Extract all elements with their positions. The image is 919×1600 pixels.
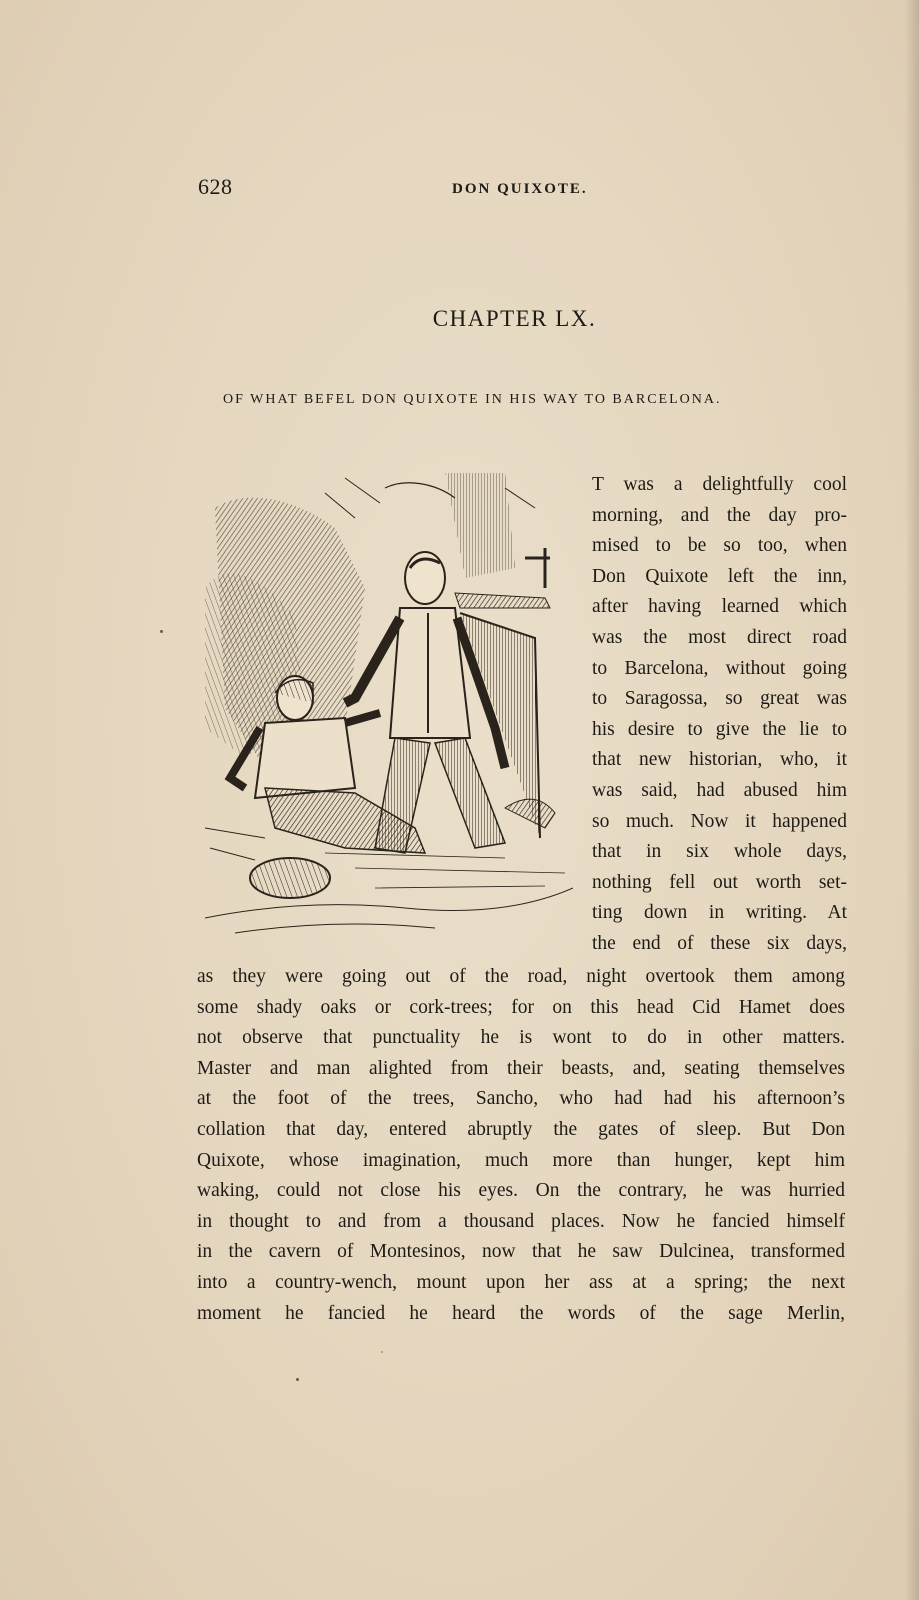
text-line: after having learned which	[592, 596, 847, 618]
chapter-subtitle: OF WHAT BEFEL DON QUIXOTE IN HIS WAY TO BARCELONA.	[223, 392, 722, 407]
full-paragraph	[197, 962, 845, 1329]
text-line: Quixote, whose imagination, much more than hunger, kept him	[197, 1149, 845, 1171]
text-line: into a country-wench, mount upon her ass at a spring; the next	[197, 1271, 845, 1293]
text-line: at the foot of the trees, Sancho, who had had his afternoon’s	[197, 1088, 845, 1110]
text-line: was the most direct road	[592, 626, 847, 648]
paper-speck	[160, 630, 163, 633]
text-line: not observe that punctuality he is wont to do in other matters.	[197, 1027, 845, 1049]
text-line: was said, had abused him	[592, 779, 847, 801]
text-line: some shady oaks or cork-trees; for on this head Cid Hamet does	[197, 996, 845, 1018]
text-line: ting down in writing. At	[592, 902, 847, 924]
paper-speck	[381, 1351, 383, 1353]
text-line: waking, could not close his eyes. On the contrary, he was hurried	[197, 1180, 845, 1202]
text-line: nothing fell out worth set-	[592, 871, 847, 893]
wrapped-paragraph	[592, 470, 847, 960]
running-head: DON QUIXOTE.	[452, 181, 588, 197]
text-line: Don Quixote left the inn,	[592, 565, 847, 587]
text-line: morning, and the day pro-	[592, 504, 847, 526]
text-line: mised to be so too, when	[592, 535, 847, 557]
text-line: that new historian, who, it	[592, 749, 847, 771]
text-line: in thought to and from a thousand places. Now he fancied himself	[197, 1210, 845, 1232]
chapter-title: CHAPTER LX.	[432, 306, 597, 331]
page-number: 628	[198, 174, 233, 199]
text-line: collation that day, entered abruptly the gates of sleep. But Don	[197, 1118, 845, 1140]
text-line: his desire to give the lie to	[592, 718, 847, 740]
text-line: so much. Now it happened	[592, 810, 847, 832]
text-line: the end of these six days,	[592, 932, 847, 954]
text-line: as they were going out of the road, night overtook them among	[197, 966, 845, 987]
text-line: that in six whole days,	[592, 841, 847, 863]
engraving-icon	[205, 468, 573, 948]
text-line: to Barcelona, without going	[592, 657, 847, 679]
text-line: Master and man alighted from their beasts, and, seating themselves	[197, 1057, 845, 1079]
text-line: moment he fancied he heard the words of the sage Merlin,	[197, 1302, 845, 1324]
page-edge-shadow	[905, 0, 919, 1600]
text-line: T was a delightfully cool	[592, 474, 847, 495]
text-line: in the cavern of Montesinos, now that he saw Dulcinea, transformed	[197, 1241, 845, 1263]
text-line: to Saragossa, so great was	[592, 688, 847, 710]
paper-speck	[296, 1378, 299, 1381]
